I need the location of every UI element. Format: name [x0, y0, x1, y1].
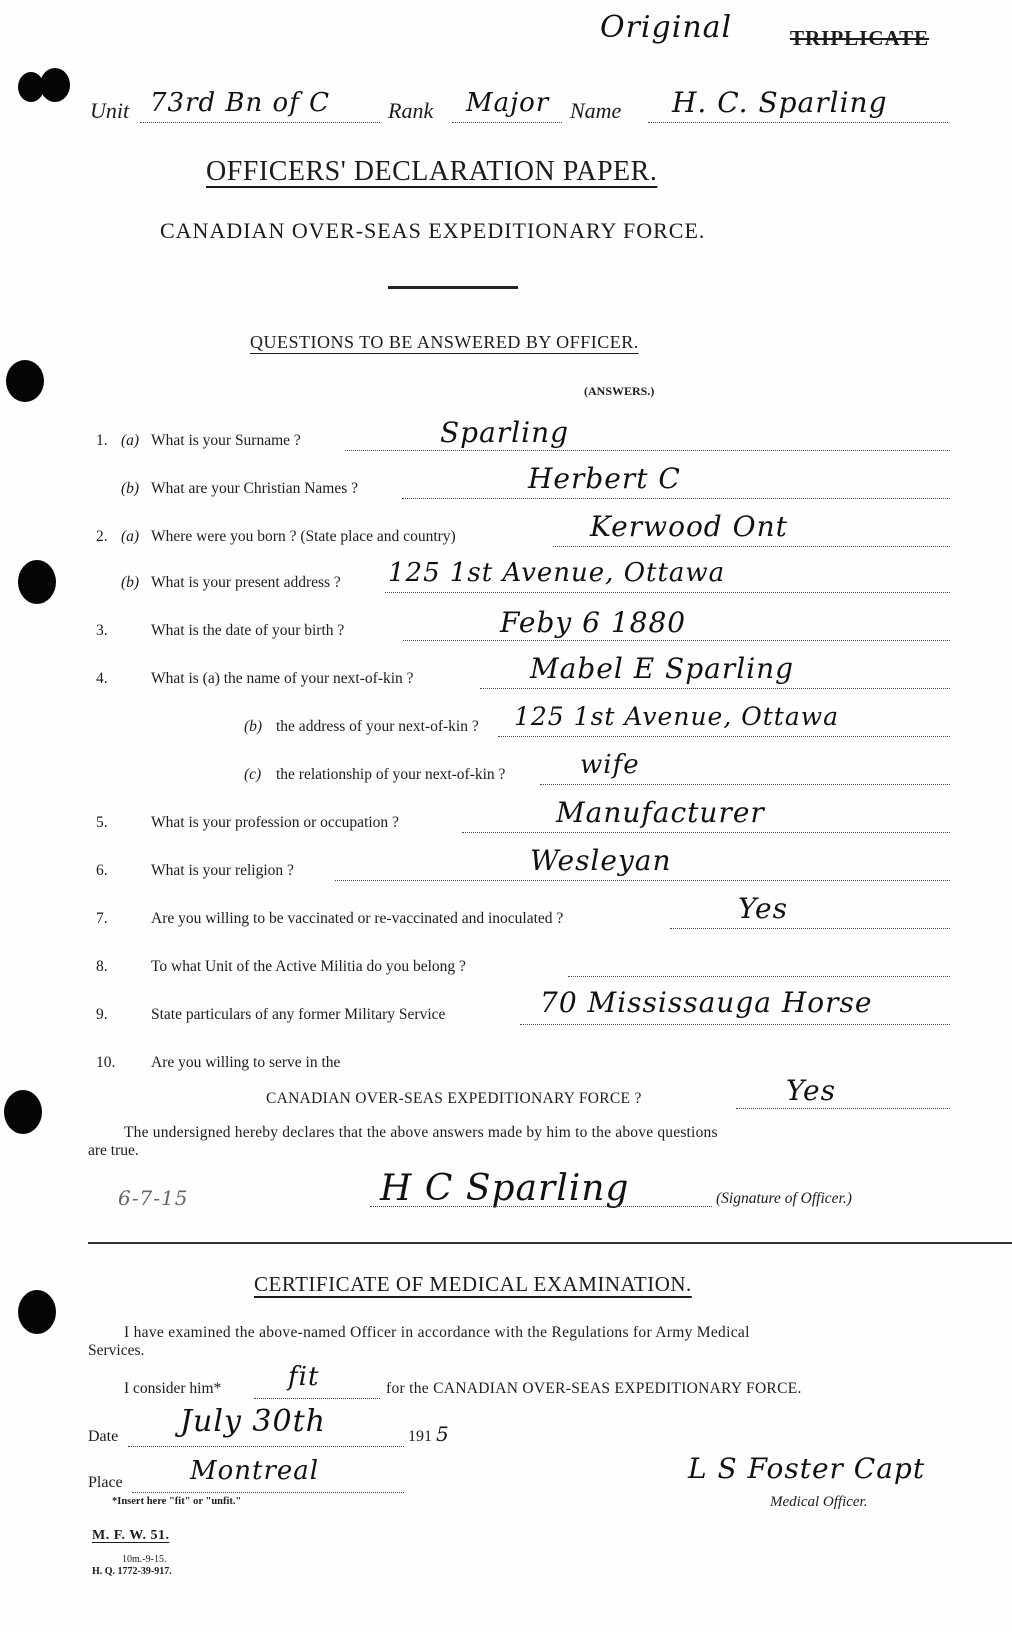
question-text: Are you willing to serve in the	[151, 1054, 341, 1071]
question-text: the address of your next-of-kin ?	[276, 718, 479, 735]
punch-hole	[6, 360, 44, 402]
question-number: 6.	[96, 862, 108, 879]
punch-hole	[18, 560, 56, 604]
question-sub: (b)	[121, 574, 140, 591]
answer-birthplace: Kerwood Ont	[590, 510, 788, 543]
answer-next-of-kin-address: 125 1st Avenue, Ottawa	[514, 702, 840, 731]
question-number: 1.	[96, 432, 108, 449]
answer-rule	[553, 546, 950, 547]
answer-vaccination: Yes	[738, 892, 788, 925]
question-text: the relationship of your next-of-kin ?	[276, 766, 506, 783]
question-number: 7.	[96, 910, 108, 927]
question-text: To what Unit of the Active Militia do you belong ?	[151, 958, 466, 975]
question-text: What is your religion ?	[151, 862, 294, 879]
officer-signature-label: (Signature of Officer.)	[716, 1190, 852, 1207]
question-number: 8.	[96, 958, 108, 975]
page-title: OFFICERS' DECLARATION PAPER.	[206, 156, 658, 187]
punch-hole	[4, 1090, 42, 1134]
page-subtitle: CANADIAN OVER-SEAS EXPEDITIONARY FORCE.	[160, 218, 706, 243]
answer-rule	[480, 688, 950, 689]
year-value: 5	[436, 1422, 450, 1446]
punch-hole	[40, 68, 70, 102]
questions-heading: QUESTIONS TO BE ANSWERED BY OFFICER.	[250, 332, 639, 352]
question-10-continuation: CANADIAN OVER-SEAS EXPEDITIONARY FORCE ?	[266, 1090, 642, 1107]
rank-rule	[452, 122, 562, 123]
exam-place: Montreal	[190, 1456, 320, 1486]
punch-hole	[18, 1290, 56, 1334]
answer-present-address: 125 1st Avenue, Ottawa	[388, 558, 726, 588]
question-text: What is (a) the name of your next-of-kin ?	[151, 670, 414, 687]
question-number: 3.	[96, 622, 108, 639]
name-label: Name	[570, 98, 622, 123]
triplicate-label: TRIPLICATE	[790, 26, 930, 50]
answer-rule	[385, 592, 950, 593]
answer-rule	[736, 1108, 950, 1109]
question-text: What is your profession or occupation ?	[151, 814, 399, 831]
name-value: H. C. Sparling	[672, 86, 888, 119]
answers-label: (ANSWERS.)	[584, 384, 655, 398]
signature-rule	[370, 1206, 712, 1207]
declaration-line-2: are true.	[88, 1142, 139, 1159]
answer-willing-to-serve: Yes	[786, 1074, 836, 1107]
question-sub: (a)	[121, 528, 140, 545]
consider-value: fit	[288, 1362, 320, 1392]
footnote: *Insert here "fit" or "unfit."	[112, 1496, 242, 1507]
question-sub: (b)	[121, 480, 140, 497]
answer-birth-date: Feby 6 1880	[500, 606, 687, 639]
name-rule	[648, 122, 948, 123]
question-text: Where were you born ? (State place and country)	[151, 528, 456, 545]
answer-religion: Wesleyan	[530, 844, 672, 877]
answer-rule	[498, 736, 950, 737]
question-number: 10.	[96, 1054, 116, 1071]
answer-former-service: 70 Mississauga Horse	[540, 986, 873, 1019]
answer-next-of-kin-name: Mabel E Sparling	[530, 652, 795, 685]
question-text: Are you willing to be vaccinated or re-vaccinated and inoculated ?	[151, 910, 564, 927]
rank-label: Rank	[388, 98, 434, 123]
consider-rule	[254, 1398, 380, 1399]
answer-occupation: Manufacturer	[556, 796, 765, 829]
question-text: State particulars of any former Military Service	[151, 1006, 446, 1023]
original-annotation: Original	[600, 10, 733, 45]
print-line-1: 10m.-9-15.	[122, 1554, 167, 1565]
answer-next-of-kin-relationship: wife	[580, 750, 640, 780]
answer-rule	[345, 450, 950, 451]
answer-rule	[462, 832, 950, 833]
declaration-date: 6-7-15	[118, 1186, 189, 1210]
answer-surname: Sparling	[440, 416, 570, 449]
answer-rule	[540, 784, 950, 785]
medical-officer-label: Medical Officer.	[770, 1494, 868, 1510]
exam-date: July 30th	[180, 1404, 326, 1439]
answer-christian-names: Herbert C	[528, 462, 681, 495]
place-label: Place	[88, 1474, 123, 1491]
declaration-line-1: The undersigned hereby declares that the above answers made by him to the above questions	[124, 1124, 718, 1141]
consider-suffix: for the CANADIAN OVER-SEAS EXPEDITIONARY FORCE.	[386, 1380, 802, 1397]
answer-rule	[520, 1024, 950, 1025]
print-line-2: H. Q. 1772-39-917.	[92, 1566, 172, 1577]
date-label: Date	[88, 1428, 119, 1445]
form-number: M. F. W. 51.	[92, 1528, 170, 1543]
title-divider	[388, 286, 518, 289]
question-number: 5.	[96, 814, 108, 831]
rank-value: Major	[466, 88, 550, 118]
answer-rule	[403, 640, 950, 641]
unit-value: 73rd Bn of C	[150, 88, 330, 118]
unit-rule	[140, 122, 380, 123]
question-text: What are your Christian Names ?	[151, 480, 359, 497]
year-prefix: 191	[408, 1428, 432, 1445]
unit-label: Unit	[90, 98, 130, 123]
officer-signature: H C Sparling	[380, 1168, 630, 1209]
question-sub: (a)	[121, 432, 140, 449]
question-number: 9.	[96, 1006, 108, 1023]
question-text: What is the date of your birth ?	[151, 622, 345, 639]
question-text: What is your Surname ?	[151, 432, 301, 449]
answer-rule	[402, 498, 950, 499]
question-text: What is your present address ?	[151, 574, 341, 591]
medical-officer-signature: L S Foster Capt	[688, 1452, 926, 1485]
place-rule	[132, 1492, 404, 1493]
section-divider	[88, 1242, 1012, 1244]
question-sub: (b)	[244, 718, 263, 735]
question-number: 2.	[96, 528, 108, 545]
question-number: 4.	[96, 670, 108, 687]
answer-rule	[670, 928, 950, 929]
consider-label: I consider him*	[124, 1380, 222, 1397]
medical-line-1: I have examined the above-named Officer in accordance with the Regulations for Army Medical	[124, 1324, 750, 1341]
question-sub: (c)	[244, 766, 262, 783]
medical-line-2: Services.	[88, 1342, 145, 1359]
answer-rule	[335, 880, 950, 881]
answer-rule	[568, 976, 950, 977]
medical-heading: CERTIFICATE OF MEDICAL EXAMINATION.	[254, 1272, 692, 1296]
date-rule	[128, 1446, 404, 1447]
